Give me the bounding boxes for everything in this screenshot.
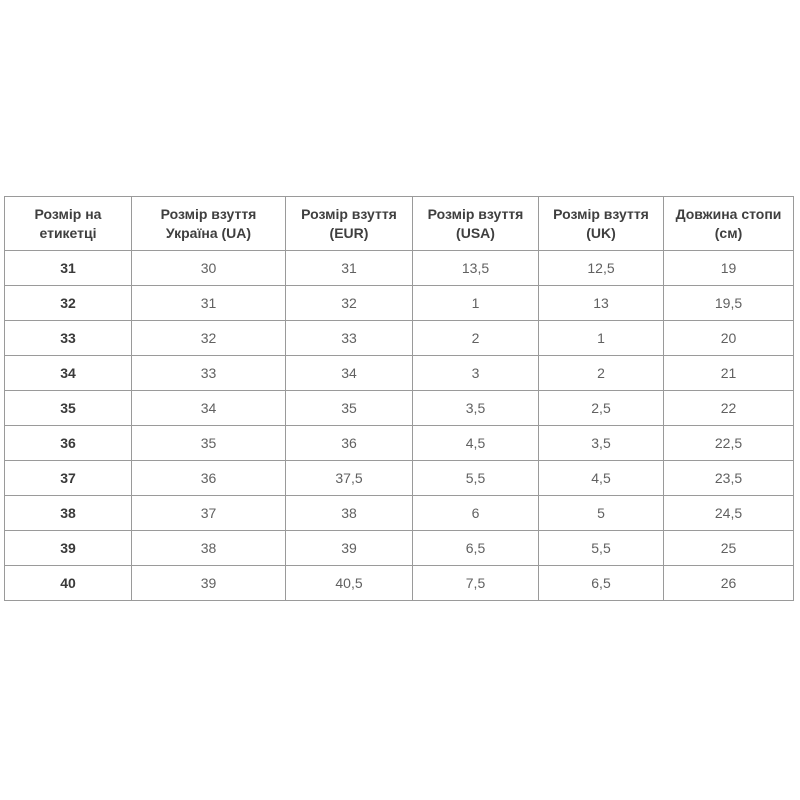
table-cell: 26 bbox=[664, 566, 794, 601]
table-cell: 7,5 bbox=[413, 566, 539, 601]
table-cell: 37,5 bbox=[286, 461, 413, 496]
table-cell: 1 bbox=[539, 321, 664, 356]
table-cell: 6,5 bbox=[413, 531, 539, 566]
table-cell: 20 bbox=[664, 321, 794, 356]
column-header-label-size: Розмір на етикетці bbox=[5, 197, 132, 251]
table-row bbox=[5, 321, 794, 356]
table-cell: 38 bbox=[286, 496, 413, 531]
table-cell: 32 bbox=[132, 321, 286, 356]
column-header-usa-size: Розмір взуття (USA) bbox=[413, 197, 539, 251]
column-header-eur-size: Розмір взуття (EUR) bbox=[286, 197, 413, 251]
table-row bbox=[5, 531, 794, 566]
table-cell: 40,5 bbox=[286, 566, 413, 601]
table-row bbox=[5, 391, 794, 426]
size-label-cell: 37 bbox=[5, 461, 132, 496]
table-cell: 3,5 bbox=[539, 426, 664, 461]
table-row bbox=[5, 356, 794, 391]
table-cell: 3 bbox=[413, 356, 539, 391]
table-cell: 22 bbox=[664, 391, 794, 426]
table-cell: 30 bbox=[132, 251, 286, 286]
shoe-size-conversion-table bbox=[4, 196, 794, 601]
table-cell: 36 bbox=[286, 426, 413, 461]
table-cell: 33 bbox=[286, 321, 413, 356]
size-label-cell: 32 bbox=[5, 286, 132, 321]
table-cell: 3,5 bbox=[413, 391, 539, 426]
size-label-cell: 36 bbox=[5, 426, 132, 461]
table-cell: 2 bbox=[539, 356, 664, 391]
column-header-ua-size: Розмір взуття Україна (UA) bbox=[132, 197, 286, 251]
table-cell: 1 bbox=[413, 286, 539, 321]
column-header-foot-length: Довжина стопи (см) bbox=[664, 197, 794, 251]
table-cell: 34 bbox=[286, 356, 413, 391]
table-row bbox=[5, 461, 794, 496]
table-cell: 25 bbox=[664, 531, 794, 566]
table-row bbox=[5, 286, 794, 321]
table-cell: 31 bbox=[132, 286, 286, 321]
table-cell: 5,5 bbox=[413, 461, 539, 496]
table-cell: 23,5 bbox=[664, 461, 794, 496]
table-cell: 36 bbox=[132, 461, 286, 496]
table-cell: 2 bbox=[413, 321, 539, 356]
table-cell: 39 bbox=[286, 531, 413, 566]
table-cell: 6,5 bbox=[539, 566, 664, 601]
table-row bbox=[5, 496, 794, 531]
size-label-cell: 31 bbox=[5, 251, 132, 286]
table-cell: 38 bbox=[132, 531, 286, 566]
table-cell: 4,5 bbox=[539, 461, 664, 496]
size-label-cell: 38 bbox=[5, 496, 132, 531]
table-cell: 35 bbox=[132, 426, 286, 461]
table-cell: 19,5 bbox=[664, 286, 794, 321]
table-cell: 5 bbox=[539, 496, 664, 531]
column-header-uk-size: Розмір взуття (UK) bbox=[539, 197, 664, 251]
size-label-cell: 40 bbox=[5, 566, 132, 601]
table-cell: 13,5 bbox=[413, 251, 539, 286]
table-cell: 13 bbox=[539, 286, 664, 321]
header-row bbox=[5, 197, 794, 251]
size-label-cell: 33 bbox=[5, 321, 132, 356]
table-cell: 2,5 bbox=[539, 391, 664, 426]
table-cell: 39 bbox=[132, 566, 286, 601]
table-row bbox=[5, 251, 794, 286]
size-label-cell: 35 bbox=[5, 391, 132, 426]
table-cell: 31 bbox=[286, 251, 413, 286]
table-cell: 21 bbox=[664, 356, 794, 391]
table-cell: 34 bbox=[132, 391, 286, 426]
table-row bbox=[5, 566, 794, 601]
table-cell: 33 bbox=[132, 356, 286, 391]
size-label-cell: 34 bbox=[5, 356, 132, 391]
table-cell: 5,5 bbox=[539, 531, 664, 566]
size-label-cell: 39 bbox=[5, 531, 132, 566]
table-cell: 12,5 bbox=[539, 251, 664, 286]
table-cell: 19 bbox=[664, 251, 794, 286]
table-row bbox=[5, 426, 794, 461]
table-cell: 6 bbox=[413, 496, 539, 531]
table-cell: 4,5 bbox=[413, 426, 539, 461]
table-cell: 32 bbox=[286, 286, 413, 321]
table-cell: 35 bbox=[286, 391, 413, 426]
table-cell: 37 bbox=[132, 496, 286, 531]
table-cell: 24,5 bbox=[664, 496, 794, 531]
table-cell: 22,5 bbox=[664, 426, 794, 461]
